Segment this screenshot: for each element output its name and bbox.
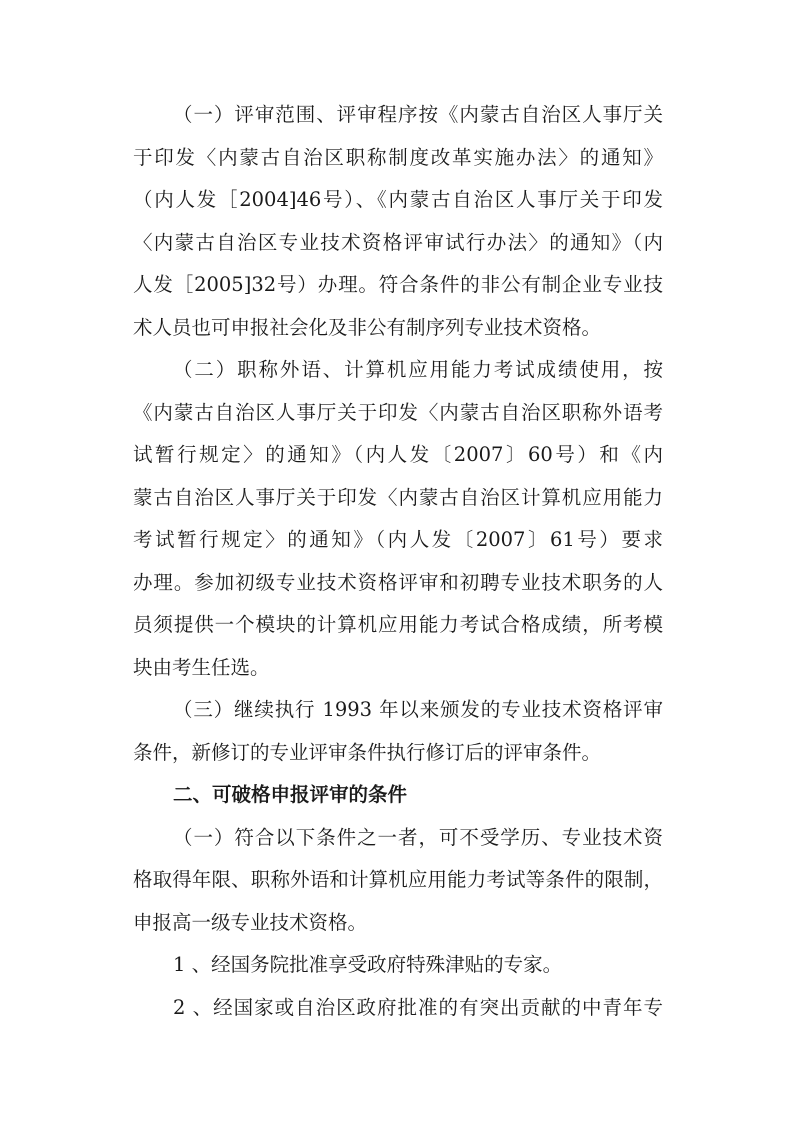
text-line: （内人发［2004]46号）、《内蒙古自治区人事厅关于印发 (133, 188, 663, 211)
text-line: 术人员也可申报社会化及非公有制序列专业技术资格。 (133, 315, 602, 339)
text-line: 1 、经国务院批准享受政府特殊津贴的专家。 (173, 953, 563, 976)
text-line: 蒙古自治区人事厅关于印发〈内蒙古自治区计算机应用能力 (133, 485, 663, 509)
text-line: 试暂行规定〉的通知》（内人发〔2007〕60号）和《内 (133, 443, 663, 466)
text-line: 考试暂行规定〉的通知》（内人发〔2007〕61号）要求 (133, 528, 663, 551)
text-line: （一）评审范围、评审程序按《内蒙古自治区人事厅关 (173, 103, 663, 126)
text-line: 2 、经国家或自治区政府批准的有突出贡献的中青年专 (173, 995, 663, 1019)
text-line: （三）继续执行 1993 年以来颁发的专业技术资格评审 (173, 698, 663, 721)
text-line: 于印发〈内蒙古自治区职称制度改革实施办法〉的通知》 (133, 145, 663, 169)
text-line: 块由考生任选。 (133, 655, 270, 679)
section-heading: 二、可破格申报评审的条件 (173, 783, 408, 806)
text-line: 格取得年限、职称外语和计算机应用能力考试等条件的限制， (133, 868, 663, 891)
text-line: 员须提供一个模块的计算机应用能力考试合格成绩，所考模 (133, 613, 663, 636)
text-line: 办理。参加初级专业技术资格评审和初聘专业技术职务的人 (133, 570, 663, 594)
text-line: 人发［2005]32号）办理。符合条件的非公有制企业专业技 (133, 273, 663, 296)
document-body (133, 94, 663, 1029)
text-line: （一）符合以下条件之一者，可不受学历、专业技术资 (173, 825, 663, 849)
text-line: 条件，新修订的专业评审条件执行修订后的评审条件。 (133, 740, 602, 764)
text-line: 〈内蒙古自治区专业技术资格评审试行办法〉的通知》（内 (133, 230, 663, 254)
text-line: （二）职称外语、计算机应用能力考试成绩使用，按 (173, 358, 663, 381)
text-line: 《内蒙古自治区人事厅关于印发〈内蒙古自治区职称外语考 (133, 400, 663, 424)
text-line: 申报高一级专业技术资格。 (133, 910, 368, 934)
